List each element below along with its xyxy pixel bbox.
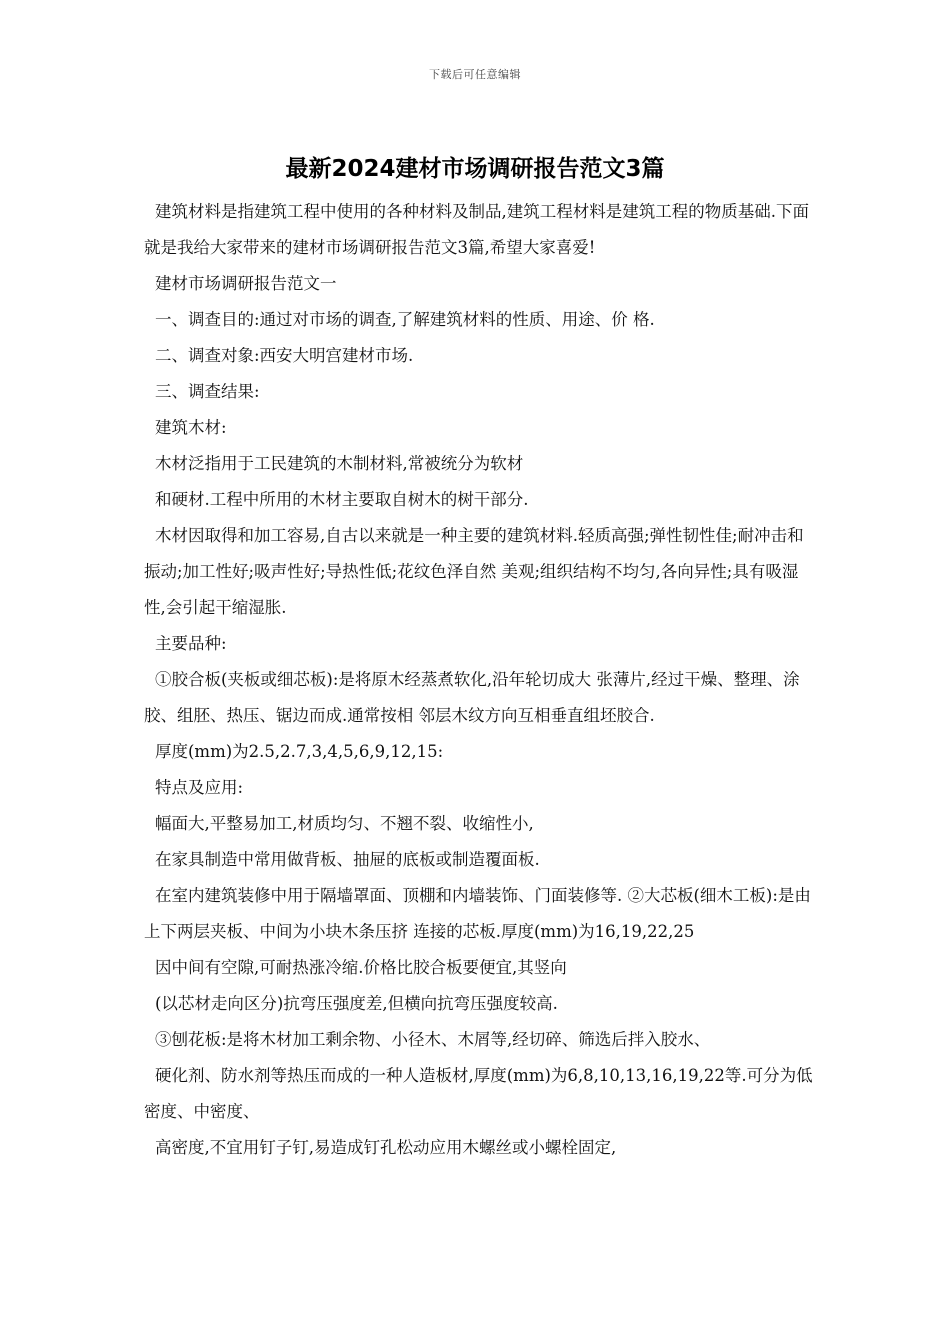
paragraph: 建筑木材:: [155, 418, 227, 437]
paragraph: 木材泛指用于工民建筑的木制材料,常被统分为软材: [155, 454, 524, 473]
paragraph: (以芯材走向区分)抗弯压强度差,但横向抗弯压强度较高.: [155, 994, 558, 1013]
paragraph: 在室内建筑装修中用于隔墙罩面、顶棚和内墙装饰、门面装修等. ②大芯板(细木工板):是由上下两层夹板、中间为小块木条压挤 连接的芯板.厚度(mm)为16,19,22,25: [144, 886, 811, 941]
paragraph: 和硬材.工程中所用的木材主要取自树木的树干部分.: [155, 490, 529, 509]
paragraph: 因中间有空隙,可耐热涨冷缩.价格比胶合板要便宜,其竖向: [155, 958, 567, 977]
paragraph: 特点及应用:: [155, 778, 244, 797]
header-note: 下载后可任意编辑: [429, 68, 521, 81]
paragraph: ①胶合板(夹板或细芯板):是将原木经蒸煮软化,沿年轮切成大 张薄片,经过干燥、整理、涂胶、组胚、热压、锯边而成.通常按相 邻层木纹方向互相垂直组坯胶合.: [144, 670, 800, 725]
paragraph: 厚度(mm)为2.5,2.7,3,4,5,6,9,12,15:: [155, 742, 444, 761]
paragraph: 建筑材料是指建筑工程中使用的各种材料及制品,建筑工程材料是建筑工程的物质基础.下面就是我给大家带来的建材市场调研报告范文3篇,希望大家喜爱!: [144, 202, 809, 257]
paragraph: 主要品种:: [155, 634, 227, 653]
paragraph: 木材因取得和加工容易,自古以来就是一种主要的建筑材料.轻质高强;弹性韧性佳;耐冲击和振动;加工性好;吸声性好;导热性低;花纹色泽自然 美观;组织结构不均匀,各向异性;具有吸湿性,会引起干缩湿胀.: [144, 526, 804, 617]
paragraph: ③刨花板:是将木材加工剩余物、小径木、木屑等,经切碎、筛选后拌入胶水、: [155, 1030, 711, 1049]
paragraph: 三、调查结果:: [155, 382, 260, 401]
paragraph: 二、调查对象:西安大明宫建材市场.: [155, 346, 414, 365]
paragraph: 高密度,不宜用钉子钉,易造成钉孔松动应用木螺丝或小螺栓固定,: [155, 1138, 617, 1157]
document-title: 最新2024建材市场调研报告范文3篇: [285, 156, 665, 182]
paragraph: 硬化剂、防水剂等热压而成的一种人造板材,厚度(mm)为6,8,10,13,16,19,22等.可分为低密度、中密度、: [144, 1066, 813, 1121]
paragraph: 建材市场调研报告范文一: [155, 274, 337, 293]
paragraph: 幅面大,平整易加工,材质均匀、不翘不裂、收缩性小,: [155, 814, 534, 833]
paragraph: 在家具制造中常用做背板、抽屉的底板或制造覆面板.: [155, 850, 540, 869]
document-body: [144, 194, 814, 1166]
paragraph: 一、调查目的:通过对市场的调查,了解建筑材料的性质、用途、价 格.: [155, 310, 655, 329]
